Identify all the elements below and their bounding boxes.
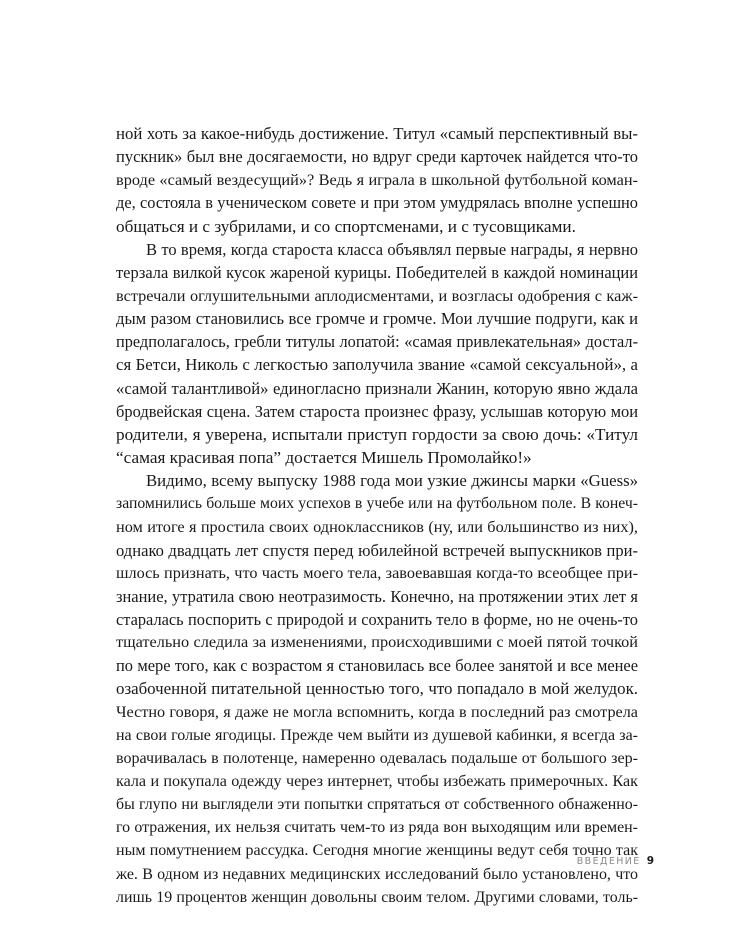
text-line: вроде «самый вездесущий»? Ведь я играла в школьной футбольной коман- xyxy=(116,170,638,190)
text-line: по мере того, как с возрастом я становилась все более занятой и все менее xyxy=(116,656,638,676)
text-line: ной хоть за какое-нибудь достижение. Титул «самый перспективный вы- xyxy=(116,124,638,143)
text-line: В то время, когда староста класса объявлял первые награды, я нервно xyxy=(146,239,638,259)
section-title: ВВЕДЕНИЕ xyxy=(576,856,641,867)
text-line: предполагалось, гребли титулы лопатой: «самая привлекательная» достал- xyxy=(116,332,638,352)
text-line: родители, я уверена, испытали приступ гордости за свою дочь: «Титул xyxy=(116,424,638,444)
page-number: 9 xyxy=(646,855,654,867)
text-line: лишь 19 процентов женщин довольны своим телом. Другими словами, толь- xyxy=(116,888,638,906)
text-line: ном итоге я простила своих одноклассников (ну, или большинство из них), xyxy=(116,517,638,537)
text-line: озабоченной питательной ценностью того, что попадало в мой желудок. xyxy=(116,679,638,699)
text-line: терзала вилкой кусок жареной курицы. Победителей в каждой номинации xyxy=(116,262,638,282)
text-line: “самая красивая попа” достается Мишель Промолайко!» xyxy=(116,447,532,467)
text-line: «самой талантливой» единогласно признали Жанин, которую явно ждала xyxy=(116,378,638,398)
text-line: общаться и с зубрилами, и со спортсменами, и с тусовщиками. xyxy=(116,216,576,236)
text-line: го отражения, их нельзя считать чем-то из ряда вон выходящим или времен- xyxy=(116,819,638,837)
text-line: ным помутнением рассудка. Сегодня многие женщины ведут себя точно так xyxy=(116,842,638,860)
body-text xyxy=(116,122,638,909)
text-line: же. В одном из недавних медицинских исследований было установлено, что xyxy=(116,865,638,883)
text-line: знание, утратила свою неотразимость. Конечно, на протяжении этих лет я xyxy=(116,586,638,606)
text-line: дым разом становились все громче и громче. Мои лучшие подруги, как и xyxy=(116,309,638,329)
text-line: де, состояла в ученическом совете и при этом умудрялась вполне успешно xyxy=(116,193,638,213)
text-line: ся Бетси, Николь с легкостью заполучила звание «самой сексуальной», а xyxy=(116,355,638,375)
text-line: пускник» был вне досягаемости, но вдруг среди карточек найдется что-то xyxy=(116,147,638,167)
text-line: однако двадцать лет спустя перед юбилейной встречей выпускников при- xyxy=(116,540,638,560)
text-line: бродвейская сцена. Затем староста произнес фразу, услышав которую мои xyxy=(116,401,638,421)
text-line: бы глупо ни выглядели эти попытки спрятаться от собственного обнаженно- xyxy=(116,796,638,814)
text-line: тщательно следила за изменениями, происходившими с моей пятой точкой xyxy=(116,633,638,652)
text-line: запомнились больше моих успехов в учебе или на футбольном поле. В конеч- xyxy=(116,495,638,513)
text-line: шлось признать, что часть моего тела, завоевавшая когда-то всеобщее при- xyxy=(116,563,638,582)
text-line: старалась поспорить с природой и сохранить тело в форме, но не очень-то xyxy=(116,609,638,629)
text-line: на свои голые ягодицы. Прежде чем выйти из душевой кабинки, я всегда за- xyxy=(116,726,638,744)
text-line: кала и покупала одежду через интернет, чтобы избежать примерочных. Как xyxy=(116,772,638,790)
text-line: ворачивалась в полотенце, намеренно одевалась подальше от большого зер- xyxy=(116,749,638,767)
text-line: встречали оглушительными аплодисментами, и возгласы одобрения с каж- xyxy=(116,285,638,305)
text-line: Видимо, всему выпуску 1988 года мои узкие джинсы марки «Guess» xyxy=(146,471,638,491)
text-line: Честно говоря, я даже не могла вспомнить, когда в последний раз смотрела xyxy=(116,702,638,721)
running-footer xyxy=(577,855,654,867)
